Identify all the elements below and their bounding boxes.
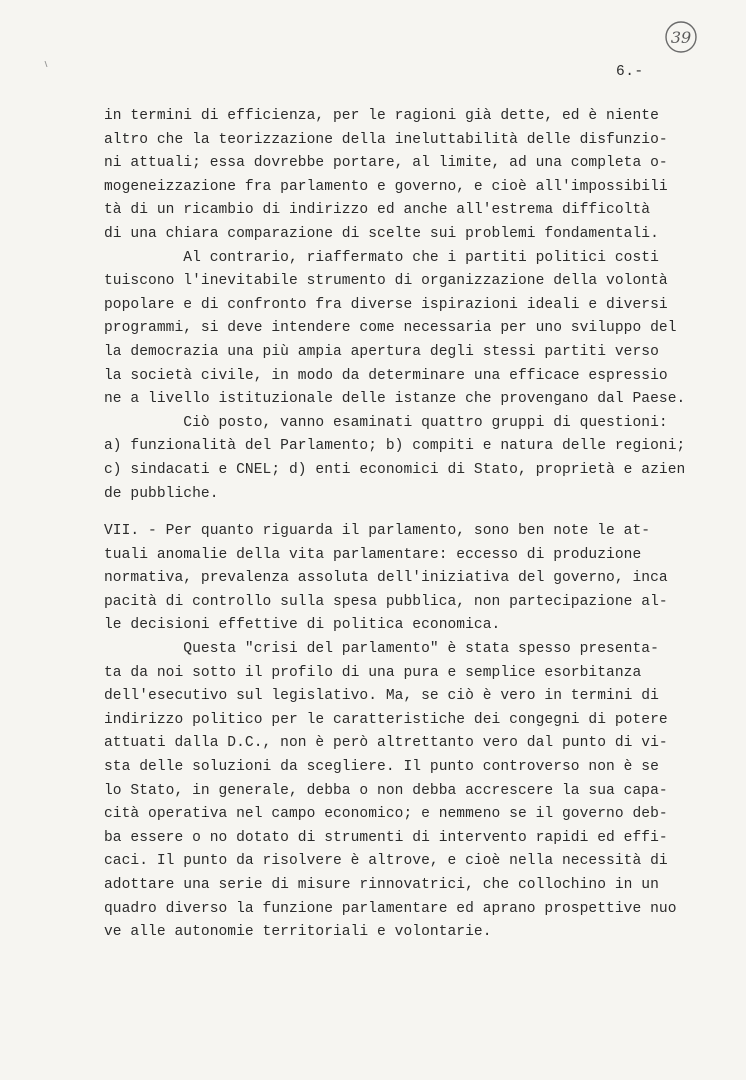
text-line: popolare e di confronto fra diverse ispirazioni ideali e diversi: [104, 296, 668, 313]
text-line: la democrazia una più ampia apertura degli stessi partiti verso: [104, 343, 659, 360]
text-line: dell'esecutivo sul legislativo. Ma, se ciò è vero in termini di: [104, 688, 659, 705]
text-line: le decisioni effettive di politica economica.: [104, 617, 501, 634]
text-line: ne a livello istituzionale delle istanze che provengano dal Paese.: [104, 391, 686, 408]
text-line: tuiscono l'inevitabile strumento di organizzazione della volontà: [104, 273, 668, 290]
section-gap: [104, 506, 704, 520]
text-line: de pubbliche.: [104, 485, 219, 502]
text-line: programmi, si deve intendere come necessaria per uno sviluppo del: [104, 320, 677, 337]
text-line: in termini di efficienza, per le ragioni già dette, ed è niente: [104, 108, 659, 124]
text-line: Al contrario, riaffermato che i partiti politici costi: [104, 249, 659, 266]
text-line: lo Stato, in generale, debba o non debba accrescere la sua capa-: [104, 782, 668, 799]
scan-speck: [44, 54, 48, 60]
stamp-circle-icon: [664, 20, 698, 54]
text-line: tuali anomalie della vita parlamentare: eccesso di produzione: [104, 546, 642, 563]
text-line: ve alle autonomie territoriali e volontarie.: [104, 924, 492, 941]
text-line: pacità di controllo sulla spesa pubblica, non partecipazione al-: [104, 593, 668, 610]
text-line: attuati dalla D.C., non è però altrettanto vero dal punto di vi-: [104, 735, 668, 752]
text-line: Questa "crisi del parlamento" è stata spesso presenta-: [104, 641, 659, 658]
text-line: adottare una serie di misure rinnovatrici, che collochino in un: [104, 877, 659, 893]
text-line: mogeneizzazione fra parlamento e governo, e cioè all'impossibili: [104, 178, 668, 195]
text-line: normativa, prevalenza assoluta dell'iniziativa del governo, inca: [104, 570, 668, 587]
text-line: ta da noi sotto il profilo di una pura e semplice esorbitanza: [104, 664, 642, 681]
stamp-number: 39: [670, 28, 692, 47]
text-line: sta delle soluzioni da scegliere. Il punto controverso non è se: [104, 759, 659, 776]
text-line: quadro diverso la funzione parlamentare ed aprano prospettive nuo: [104, 900, 677, 917]
text-line: cità operativa nel campo economico; e nemmeno se il governo deb-: [104, 806, 668, 823]
text-line: ba essere o no dotato di strumenti di intervento rapidi ed effi-: [104, 829, 668, 846]
page-number: 6.-: [616, 64, 644, 80]
text-line: indirizzo politico per le caratteristiche dei congegni di potere: [104, 711, 668, 728]
text-line: caci. Il punto da risolvere è altrove, e cioè nella necessità di: [104, 853, 668, 870]
text-line: c) sindacati e CNEL; d) enti economici di Stato, proprietà e azien: [104, 461, 686, 478]
text-line: Ciò posto, vanno esaminati quattro gruppi di questioni:: [104, 414, 668, 431]
text-line: altro che la teorizzazione della ineluttabilità delle disfunzio-: [104, 131, 668, 148]
text-line: di una chiara comparazione di scelte sui problemi fondamentali.: [104, 225, 659, 242]
text-line: ni attuali; essa dovrebbe portare, al limite, ad una completa o-: [104, 155, 668, 172]
text-line: a) funzionalità del Parlamento; b) compiti e natura delle regioni;: [104, 438, 686, 455]
text-line: tà di un ricambio di indirizzo ed anche all'estrema difficoltà: [104, 202, 651, 219]
body-text: [104, 105, 704, 945]
paragraph-block-2: [104, 520, 704, 945]
text-line: la società civile, in modo da determinare una efficace espressio: [104, 367, 668, 384]
section-heading-line: VII. - Per quanto riguarda il parlamento, sono ben note le at-: [104, 523, 651, 540]
paragraph-block-1: [104, 105, 704, 506]
